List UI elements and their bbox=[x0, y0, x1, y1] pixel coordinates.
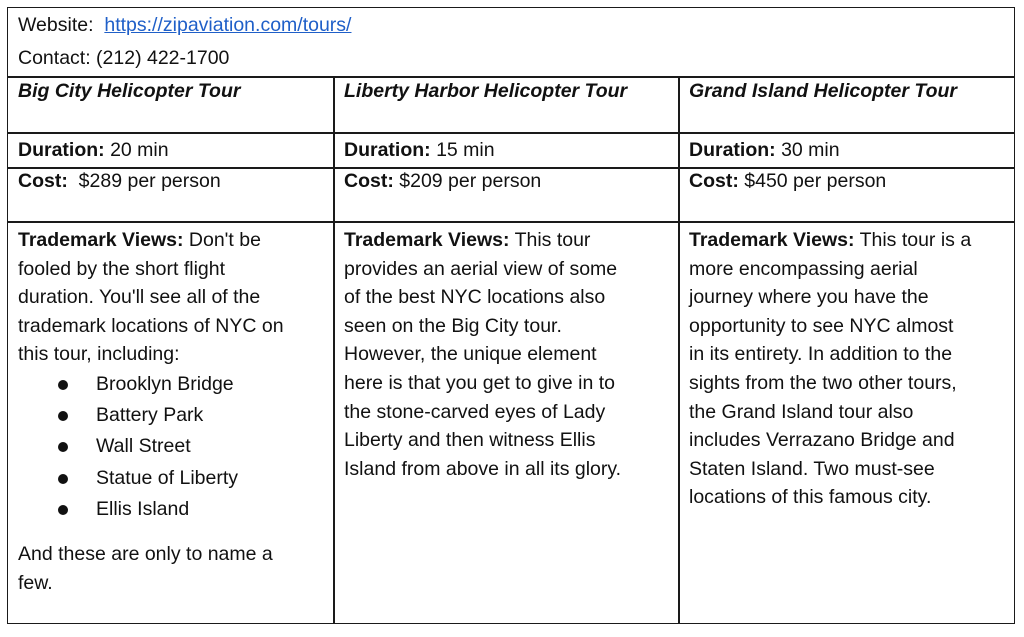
views-line: here is that you get to give in to bbox=[344, 371, 616, 394]
views-line: fooled by the short flight bbox=[18, 257, 226, 280]
duration-value: 15 min bbox=[436, 139, 495, 161]
duration-label: Duration: bbox=[18, 139, 105, 161]
views-line: of the best NYC locations also bbox=[344, 286, 606, 309]
cost-grand-island bbox=[689, 167, 886, 196]
website-label: Website: bbox=[18, 14, 94, 36]
views-line: Island from above in all its glory. bbox=[344, 457, 622, 480]
cost-label: Cost: bbox=[18, 170, 68, 192]
views-line: However, the unique element bbox=[344, 343, 597, 366]
views-label: Trademark Views: bbox=[344, 229, 510, 251]
views-label: Trademark Views: bbox=[689, 229, 855, 251]
duration-value: 30 min bbox=[781, 139, 840, 161]
tour-title-big-city: Big City Helicopter Tour bbox=[18, 80, 241, 102]
views-line: more encompassing aerial bbox=[689, 257, 918, 280]
duration-big-city bbox=[18, 136, 169, 165]
tour-info-table bbox=[7, 7, 1015, 624]
views-line: opportunity to see NYC almost bbox=[689, 314, 954, 337]
closing-note-big-city bbox=[18, 540, 328, 597]
views-line: sights from the two other tours, bbox=[689, 371, 957, 394]
contact-phone: (212) 422-1700 bbox=[96, 47, 230, 69]
cost-value: $289 per person bbox=[78, 170, 221, 192]
cost-big-city bbox=[18, 167, 221, 196]
views-line: Staten Island. Two must-see bbox=[689, 457, 935, 480]
contact-line bbox=[18, 44, 229, 73]
views-line: seen on the Big City tour. bbox=[344, 314, 562, 337]
cost-liberty-harbor bbox=[344, 167, 541, 196]
bullet-icon bbox=[58, 474, 68, 484]
views-line: Trademark Views: Don't be bbox=[18, 229, 261, 251]
column-divider-1 bbox=[333, 76, 335, 623]
list-item: Wall Street bbox=[18, 431, 238, 462]
views-line: Trademark Views: This tour is a bbox=[689, 229, 972, 251]
row-divider-titles bbox=[8, 132, 1014, 134]
views-line: Liberty and then witness Ellis bbox=[344, 429, 596, 452]
closing-line: few. bbox=[18, 571, 53, 594]
website-line bbox=[18, 11, 351, 40]
views-line: this tour, including: bbox=[18, 343, 180, 366]
views-big-city bbox=[18, 226, 328, 369]
views-line: provides an aerial view of some bbox=[344, 257, 618, 280]
views-grand-island bbox=[689, 226, 1009, 512]
views-line: trademark locations of NYC on bbox=[18, 314, 284, 337]
cost-label: Cost: bbox=[689, 170, 739, 192]
contact-label: Contact: bbox=[18, 47, 91, 69]
bullet-icon bbox=[58, 411, 68, 421]
landmark-list bbox=[18, 369, 238, 525]
duration-liberty-harbor bbox=[344, 136, 495, 165]
duration-label: Duration: bbox=[344, 139, 431, 161]
tour-title-liberty-harbor: Liberty Harbor Helicopter Tour bbox=[344, 80, 628, 102]
views-line: locations of this famous city. bbox=[689, 486, 932, 509]
duration-grand-island bbox=[689, 136, 840, 165]
views-line: Trademark Views: This tour bbox=[344, 229, 591, 251]
bullet-icon bbox=[58, 505, 68, 515]
views-line: in its entirety. In addition to the bbox=[689, 343, 953, 366]
views-line: the stone-carved eyes of Lady bbox=[344, 400, 606, 423]
tour-title-grand-island: Grand Island Helicopter Tour bbox=[689, 80, 957, 102]
bullet-icon bbox=[58, 380, 68, 390]
views-liberty-harbor bbox=[344, 226, 674, 483]
duration-value: 20 min bbox=[110, 139, 169, 161]
bullet-icon bbox=[58, 442, 68, 452]
row-divider-cost bbox=[8, 221, 1014, 223]
list-item: Battery Park bbox=[18, 400, 238, 431]
views-line: duration. You'll see all of the bbox=[18, 286, 261, 309]
website-link[interactable]: https://zipaviation.com/tours/ bbox=[104, 14, 352, 36]
views-line: includes Verrazano Bridge and bbox=[689, 429, 955, 452]
duration-label: Duration: bbox=[689, 139, 776, 161]
views-line: journey where you have the bbox=[689, 286, 929, 309]
list-item: Statue of Liberty bbox=[18, 463, 238, 494]
views-label: Trademark Views: bbox=[18, 229, 184, 251]
column-divider-2 bbox=[678, 76, 680, 623]
cost-value: $209 per person bbox=[399, 170, 542, 192]
list-item: Ellis Island bbox=[18, 494, 238, 525]
views-line: the Grand Island tour also bbox=[689, 400, 914, 423]
cost-label: Cost: bbox=[344, 170, 394, 192]
list-item: Brooklyn Bridge bbox=[18, 369, 238, 400]
cost-value: $450 per person bbox=[744, 170, 887, 192]
closing-line: And these are only to name a bbox=[18, 543, 273, 565]
